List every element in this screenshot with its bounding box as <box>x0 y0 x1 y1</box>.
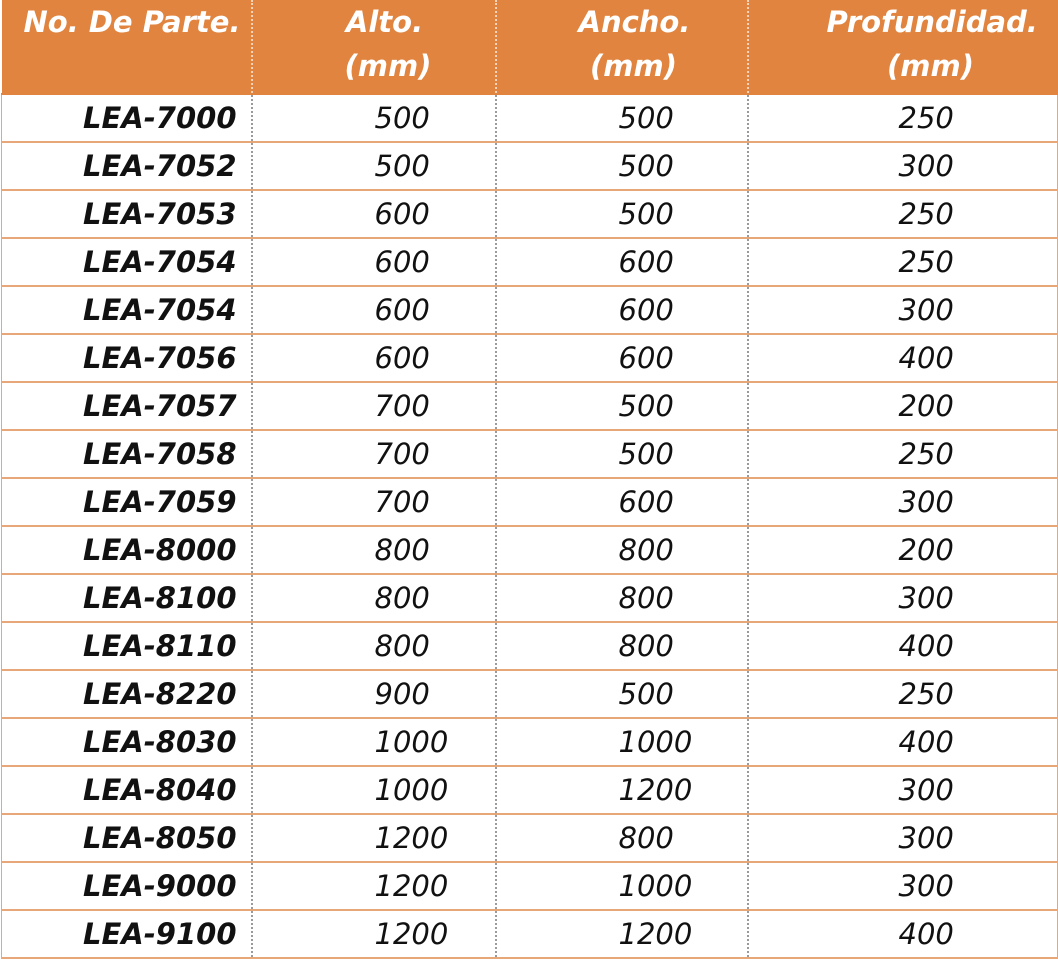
depth-cell: 300 <box>748 862 1058 910</box>
part-number-cell: LEA-8000 <box>2 526 252 574</box>
part-number-cell: LEA-7056 <box>2 334 252 382</box>
depth-cell: 400 <box>748 910 1058 958</box>
header-height <box>252 0 496 94</box>
width-cell: 600 <box>496 286 748 334</box>
depth-cell: 300 <box>748 574 1058 622</box>
width-cell: 600 <box>496 478 748 526</box>
table-row <box>2 334 1058 382</box>
header-height-label: Alto. <box>345 5 424 39</box>
table-row <box>2 670 1058 718</box>
width-cell: 800 <box>496 574 748 622</box>
part-number-cell: LEA-8050 <box>2 814 252 862</box>
header-width-label: Ancho. <box>578 5 691 39</box>
part-number-cell: LEA-9000 <box>2 862 252 910</box>
depth-cell: 250 <box>748 94 1058 142</box>
header-height-unit: (mm) <box>344 49 432 83</box>
height-cell: 800 <box>252 574 496 622</box>
depth-cell: 300 <box>748 142 1058 190</box>
height-cell: 500 <box>252 142 496 190</box>
table-row <box>2 910 1058 958</box>
height-cell: 1200 <box>252 910 496 958</box>
depth-cell: 200 <box>748 526 1058 574</box>
part-number-cell: LEA-7000 <box>2 94 252 142</box>
header-row <box>2 0 1058 94</box>
header-depth-unit: (mm) <box>887 49 974 83</box>
table-row <box>2 526 1058 574</box>
height-cell: 1200 <box>252 862 496 910</box>
part-number-cell: LEA-7053 <box>2 190 252 238</box>
height-cell: 1000 <box>252 766 496 814</box>
width-cell: 500 <box>496 94 748 142</box>
depth-cell: 300 <box>748 286 1058 334</box>
depth-cell: 400 <box>748 334 1058 382</box>
table-row <box>2 94 1058 142</box>
height-cell: 800 <box>252 622 496 670</box>
depth-cell: 300 <box>748 766 1058 814</box>
height-cell: 1200 <box>252 814 496 862</box>
depth-cell: 250 <box>748 238 1058 286</box>
depth-cell: 300 <box>748 478 1058 526</box>
header-part-number <box>2 0 252 94</box>
width-cell: 500 <box>496 190 748 238</box>
header-depth-label: Profundidad. <box>826 5 1038 39</box>
depth-cell: 300 <box>748 814 1058 862</box>
depth-cell: 250 <box>748 430 1058 478</box>
height-cell: 700 <box>252 430 496 478</box>
width-cell: 800 <box>496 622 748 670</box>
header-depth <box>748 0 1058 94</box>
height-cell: 600 <box>252 238 496 286</box>
table-row <box>2 382 1058 430</box>
width-cell: 600 <box>496 238 748 286</box>
table-row <box>2 478 1058 526</box>
dimensions-table <box>1 0 1058 959</box>
height-cell: 800 <box>252 526 496 574</box>
part-number-cell: LEA-7052 <box>2 142 252 190</box>
part-number-cell: LEA-7057 <box>2 382 252 430</box>
table-body <box>2 94 1058 958</box>
part-number-cell: LEA-8100 <box>2 574 252 622</box>
width-cell: 1000 <box>496 862 748 910</box>
part-number-cell: LEA-7058 <box>2 430 252 478</box>
width-cell: 1000 <box>496 718 748 766</box>
depth-cell: 400 <box>748 622 1058 670</box>
table-row <box>2 718 1058 766</box>
part-number-cell: LEA-8030 <box>2 718 252 766</box>
height-cell: 500 <box>252 94 496 142</box>
height-cell: 600 <box>252 190 496 238</box>
height-cell: 600 <box>252 286 496 334</box>
table-row <box>2 430 1058 478</box>
width-cell: 500 <box>496 142 748 190</box>
depth-cell: 200 <box>748 382 1058 430</box>
depth-cell: 250 <box>748 670 1058 718</box>
part-number-cell: LEA-8220 <box>2 670 252 718</box>
width-cell: 600 <box>496 334 748 382</box>
height-cell: 900 <box>252 670 496 718</box>
header-width <box>496 0 748 94</box>
table-header <box>2 0 1058 94</box>
width-cell: 800 <box>496 526 748 574</box>
part-number-cell: LEA-8110 <box>2 622 252 670</box>
depth-cell: 250 <box>748 190 1058 238</box>
height-cell: 600 <box>252 334 496 382</box>
part-number-cell: LEA-7054 <box>2 286 252 334</box>
table-row <box>2 190 1058 238</box>
table-row <box>2 766 1058 814</box>
width-cell: 1200 <box>496 910 748 958</box>
width-cell: 500 <box>496 430 748 478</box>
header-width-unit: (mm) <box>590 49 677 83</box>
height-cell: 1000 <box>252 718 496 766</box>
table-row <box>2 862 1058 910</box>
part-number-cell: LEA-8040 <box>2 766 252 814</box>
header-part-number-label: No. De Parte. <box>23 5 241 39</box>
width-cell: 500 <box>496 382 748 430</box>
table-row <box>2 574 1058 622</box>
width-cell: 500 <box>496 670 748 718</box>
table-row <box>2 142 1058 190</box>
part-number-cell: LEA-7054 <box>2 238 252 286</box>
table-row <box>2 286 1058 334</box>
height-cell: 700 <box>252 478 496 526</box>
depth-cell: 400 <box>748 718 1058 766</box>
table-row <box>2 814 1058 862</box>
width-cell: 800 <box>496 814 748 862</box>
part-number-cell: LEA-9100 <box>2 910 252 958</box>
part-number-cell: LEA-7059 <box>2 478 252 526</box>
height-cell: 700 <box>252 382 496 430</box>
table-row <box>2 622 1058 670</box>
width-cell: 1200 <box>496 766 748 814</box>
table-row <box>2 238 1058 286</box>
